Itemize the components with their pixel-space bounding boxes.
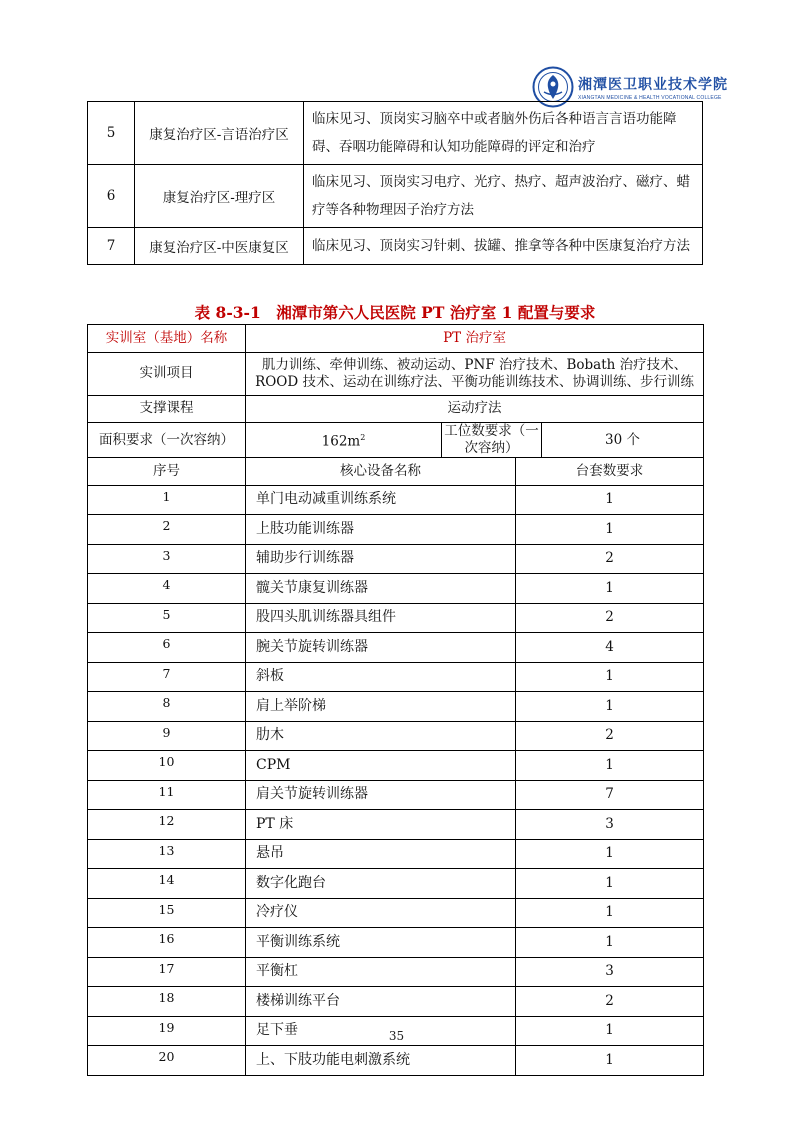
equipment-name: 数字化跑台 xyxy=(246,869,516,899)
equipment-seq: 16 xyxy=(88,928,246,958)
equipment-seq: 10 xyxy=(88,751,246,781)
equipment-name: 楼梯训练平台 xyxy=(246,987,516,1017)
pt-room-config-table xyxy=(87,324,704,1076)
course-row xyxy=(88,395,704,423)
table-row xyxy=(88,1046,704,1076)
area-description: 临床见习、顶岗实习脑卒中或者脑外伤后各种语言言语功能障碍、吞咽功能障碍和认知功能障碍的评定和治疗 xyxy=(304,102,703,165)
column-header-count: 台套数要求 xyxy=(516,458,704,486)
equipment-name: CPM xyxy=(246,751,516,781)
equipment-count: 2 xyxy=(516,544,704,574)
equipment-name: 平衡杠 xyxy=(246,957,516,987)
area-value-number: 162m xyxy=(321,433,361,450)
equipment-count: 2 xyxy=(516,987,704,1017)
project-label: 实训项目 xyxy=(88,352,246,395)
training-area-table xyxy=(87,101,703,265)
column-header-row xyxy=(88,458,704,486)
equipment-name: 斜板 xyxy=(246,662,516,692)
equipment-name: 上肢功能训练器 xyxy=(246,515,516,545)
equipment-count: 1 xyxy=(516,1016,704,1046)
equipment-seq: 12 xyxy=(88,810,246,840)
area-name: 康复治疗区-中医康复区 xyxy=(135,228,304,265)
equipment-seq: 19 xyxy=(88,1016,246,1046)
equipment-name: 单门电动减重训练系统 xyxy=(246,485,516,515)
table-row xyxy=(88,662,704,692)
table-row xyxy=(88,515,704,545)
equipment-seq: 5 xyxy=(88,603,246,633)
station-label: 工位数要求（一次容纳） xyxy=(442,423,542,458)
equipment-seq: 14 xyxy=(88,869,246,899)
page-number: 35 xyxy=(388,1029,405,1043)
project-value: 肌力训练、牵伸训练、被动运动、PNF 治疗技术、Bobath 治疗技术、ROOD 技术、运动在训练疗法、平衡功能训练技术、协调训练、步行训练 xyxy=(246,352,704,395)
equipment-seq: 11 xyxy=(88,780,246,810)
area-value-exponent: 2 xyxy=(360,433,366,443)
equipment-seq: 20 xyxy=(88,1046,246,1076)
equipment-seq: 6 xyxy=(88,633,246,663)
equipment-name: 髋关节康复训练器 xyxy=(246,574,516,604)
table-row xyxy=(88,165,703,228)
equipment-name: 足下垂 xyxy=(246,1016,516,1046)
equipment-count: 1 xyxy=(516,751,704,781)
room-name-row xyxy=(88,325,704,353)
equipment-seq: 3 xyxy=(88,544,246,574)
table-row xyxy=(88,987,704,1017)
column-header-seq: 序号 xyxy=(88,458,246,486)
room-label: 实训室（基地）名称 xyxy=(88,325,246,353)
table-title: 表 8-3-1 湘潭市第六人民医院 PT 治疗室 1 配置与要求 xyxy=(194,303,596,322)
equipment-count: 1 xyxy=(516,485,704,515)
station-value: 30 个 xyxy=(542,423,704,458)
table-row xyxy=(88,928,704,958)
table-row xyxy=(88,633,704,663)
room-value: PT 治疗室 xyxy=(246,325,704,353)
table-row xyxy=(88,839,704,869)
logo-chinese-name: 湘潭医卫职业技术学院 xyxy=(578,76,728,93)
table-row xyxy=(88,485,704,515)
table-row xyxy=(88,898,704,928)
area-value xyxy=(246,423,442,458)
equipment-count: 1 xyxy=(516,839,704,869)
table-row xyxy=(88,574,704,604)
row-number: 7 xyxy=(88,228,135,265)
table-row xyxy=(88,751,704,781)
equipment-name: 股四头肌训练器具组件 xyxy=(246,603,516,633)
equipment-count: 1 xyxy=(516,662,704,692)
equipment-count: 1 xyxy=(516,928,704,958)
equipment-seq: 7 xyxy=(88,662,246,692)
column-header-equipment: 核心设备名称 xyxy=(246,458,516,486)
area-name: 康复治疗区-言语治疗区 xyxy=(135,102,304,165)
table-row xyxy=(88,544,704,574)
logo-english-name: XIANGTAN MEDICINE & HEALTH VOCATIONAL COLLEGE xyxy=(578,94,722,101)
equipment-name: 冷疗仪 xyxy=(246,898,516,928)
equipment-name: 腕关节旋转训练器 xyxy=(246,633,516,663)
equipment-seq: 8 xyxy=(88,692,246,722)
equipment-seq: 1 xyxy=(88,485,246,515)
table-row xyxy=(88,603,704,633)
equipment-seq: 17 xyxy=(88,957,246,987)
equipment-count: 1 xyxy=(516,869,704,899)
table-row xyxy=(88,869,704,899)
course-label: 支撑课程 xyxy=(88,395,246,423)
equipment-count: 1 xyxy=(516,515,704,545)
area-description: 临床见习、顶岗实习电疗、光疗、热疗、超声波治疗、磁疗、蜡疗等各种物理因子治疗方法 xyxy=(304,165,703,228)
row-number: 5 xyxy=(88,102,135,165)
equipment-list xyxy=(88,485,704,1075)
equipment-name: 平衡训练系统 xyxy=(246,928,516,958)
equipment-seq: 2 xyxy=(88,515,246,545)
equipment-name: 悬吊 xyxy=(246,839,516,869)
equipment-count: 4 xyxy=(516,633,704,663)
area-name: 康复治疗区-理疗区 xyxy=(135,165,304,228)
area-row xyxy=(88,423,704,458)
table-row xyxy=(88,721,704,751)
equipment-count: 3 xyxy=(516,810,704,840)
equipment-count: 1 xyxy=(516,898,704,928)
equipment-seq: 15 xyxy=(88,898,246,928)
equipment-name: 上、下肢功能电刺激系统 xyxy=(246,1046,516,1076)
table-row xyxy=(88,957,704,987)
equipment-name: PT 床 xyxy=(246,810,516,840)
table-row xyxy=(88,780,704,810)
equipment-seq: 18 xyxy=(88,987,246,1017)
equipment-name: 辅助步行训练器 xyxy=(246,544,516,574)
project-row xyxy=(88,352,704,395)
equipment-name: 肩关节旋转训练器 xyxy=(246,780,516,810)
equipment-count: 3 xyxy=(516,957,704,987)
equipment-count: 1 xyxy=(516,1046,704,1076)
equipment-count: 1 xyxy=(516,692,704,722)
equipment-seq: 13 xyxy=(88,839,246,869)
table-row xyxy=(88,228,703,265)
table-row xyxy=(88,102,703,165)
equipment-count: 2 xyxy=(516,721,704,751)
equipment-count: 2 xyxy=(516,603,704,633)
table-row xyxy=(88,810,704,840)
area-label: 面积要求（一次容纳） xyxy=(88,423,246,458)
row-number: 6 xyxy=(88,165,135,228)
equipment-seq: 9 xyxy=(88,721,246,751)
equipment-name: 肋木 xyxy=(246,721,516,751)
course-value: 运动疗法 xyxy=(246,395,704,423)
equipment-seq: 4 xyxy=(88,574,246,604)
area-description: 临床见习、顶岗实习针刺、拔罐、推拿等各种中医康复治疗方法 xyxy=(304,228,703,265)
table-row xyxy=(88,692,704,722)
equipment-name: 肩上举阶梯 xyxy=(246,692,516,722)
equipment-count: 7 xyxy=(516,780,704,810)
equipment-count: 1 xyxy=(516,574,704,604)
